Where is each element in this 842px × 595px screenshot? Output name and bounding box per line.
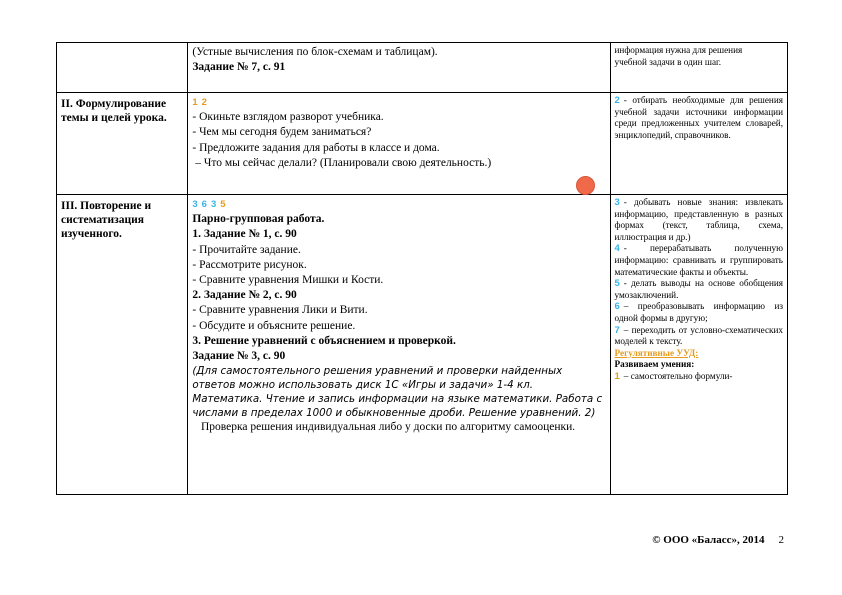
content-cell [188, 195, 610, 495]
content-line: - Сравните уравнения Лики и Вити. [192, 304, 368, 317]
uud-section-title: Регулятивные УУД: [614, 347, 699, 358]
stage-cell [57, 43, 188, 93]
uud-text: - добывать новые знания: извлекать информацию, представленную в разных формах (текст, таблица, схема, иллюстрация и др.) [614, 197, 783, 242]
uud-number: 6 [614, 301, 620, 313]
uud-number: 3 [614, 197, 620, 208]
stage-cell: II. Формулирование темы и целей урока. [57, 93, 188, 195]
uud-item [615, 325, 784, 348]
content-line: - Сравните уравнения Мишки и Кости. [192, 274, 384, 287]
uud-number: 2 [614, 95, 620, 106]
stage-cell: III. Повторение и систематизация изученного. [57, 195, 188, 495]
page-footer [652, 534, 784, 546]
uud-cell [610, 195, 788, 495]
content-line: Парно-групповая работа. [192, 213, 325, 226]
table-row [57, 93, 788, 195]
uud-number: 5 [614, 278, 620, 290]
task-ref: Задание № 3, с. 90 [192, 350, 286, 363]
uud-numbers [192, 95, 605, 110]
uud-item [615, 371, 784, 383]
uud-line: учебной задачи в один шаг. [614, 56, 722, 67]
uud-number: 4 [614, 243, 620, 255]
uud-text: – переходить от условно-схематических моделей к тексту. [614, 324, 783, 347]
task-ref: Задание № 7, с. 91 [192, 61, 286, 74]
uud-cell [610, 43, 788, 93]
uud-number: 1 [614, 370, 620, 382]
uud-number: 6 [201, 199, 207, 210]
content-line: - Прочитайте задание. [192, 243, 301, 256]
content-line: - Окиньте взглядом разворот учебника. [192, 111, 384, 124]
uud-line: информация нужна для решения [614, 45, 743, 55]
content-cell [188, 93, 610, 195]
uud-number: 2 [201, 97, 207, 108]
uud-item [615, 197, 784, 243]
uud-item [615, 301, 784, 324]
page-number: 2 [778, 534, 784, 546]
uud-text: - делать выводы на основе обобщения умозаключений. [614, 278, 783, 300]
italic-note: (Для самостоятельного решения уравнений и проверки найденных ответов можно использовать диск 1С «Игры и задачи» 1-4 кл. Математика. Чтение и запись информации на языке математики. Работа с числами в пределах 1000 и обыкновенные дроби. Решение уравнений. 2) [192, 365, 603, 420]
uud-number: 3 [210, 199, 217, 210]
task-ref: 2. Задание № 2, с. 90 [192, 289, 297, 302]
uud-item [615, 278, 784, 301]
uud-cell [610, 93, 788, 195]
uud-numbers [192, 197, 605, 212]
content-cell [188, 43, 610, 93]
table-row [57, 43, 788, 93]
uud-number: 3 [192, 199, 198, 210]
content-line: – Что мы сейчас делали? (Планировали свою деятельность.) [192, 156, 492, 169]
table-row [57, 195, 788, 495]
uud-text: - перерабатывать полученную информацию: сравнивать и группировать математические факты и объекты. [614, 243, 783, 277]
content-line: - Предложите задания для работы в классе и дома. [192, 141, 440, 154]
uud-text: – самостоятельно формули- [623, 370, 733, 381]
uud-number: 5 [220, 199, 226, 210]
uud-item [615, 243, 784, 278]
copyright: © ООО «Баласс», 2014 [652, 534, 765, 546]
uud-number: 1 [192, 97, 198, 108]
lesson-table [56, 42, 788, 495]
content-line: (Устные вычисления по блок-схемам и таблицам). [192, 46, 438, 58]
orange-dot-marker [576, 176, 595, 195]
content-line: - Рассмотрите рисунок. [192, 258, 307, 271]
uud-number: 7 [614, 324, 620, 336]
uud-subtitle: Развиваем умения: [614, 359, 695, 370]
content-line: - Чем мы сегодня будем заниматься? [192, 126, 372, 139]
uud-text: – преобразовывать информацию из одной формы в другую; [614, 301, 783, 323]
content-line: Проверка решения индивидуальная либо у доски по алгоритму самооценки. [192, 421, 576, 434]
task-ref: 1. Задание № 1, с. 90 [192, 228, 297, 241]
content-line: - Обсудите и объясните решение. [192, 319, 356, 332]
uud-text: - отбирать необходимые для решения учебной задачи источники информации среди предложенных учителем словарей, энциклопедий, справочников. [614, 95, 783, 140]
content-line: 3. Решение уравнений с объяснением и проверкой. [192, 334, 456, 347]
